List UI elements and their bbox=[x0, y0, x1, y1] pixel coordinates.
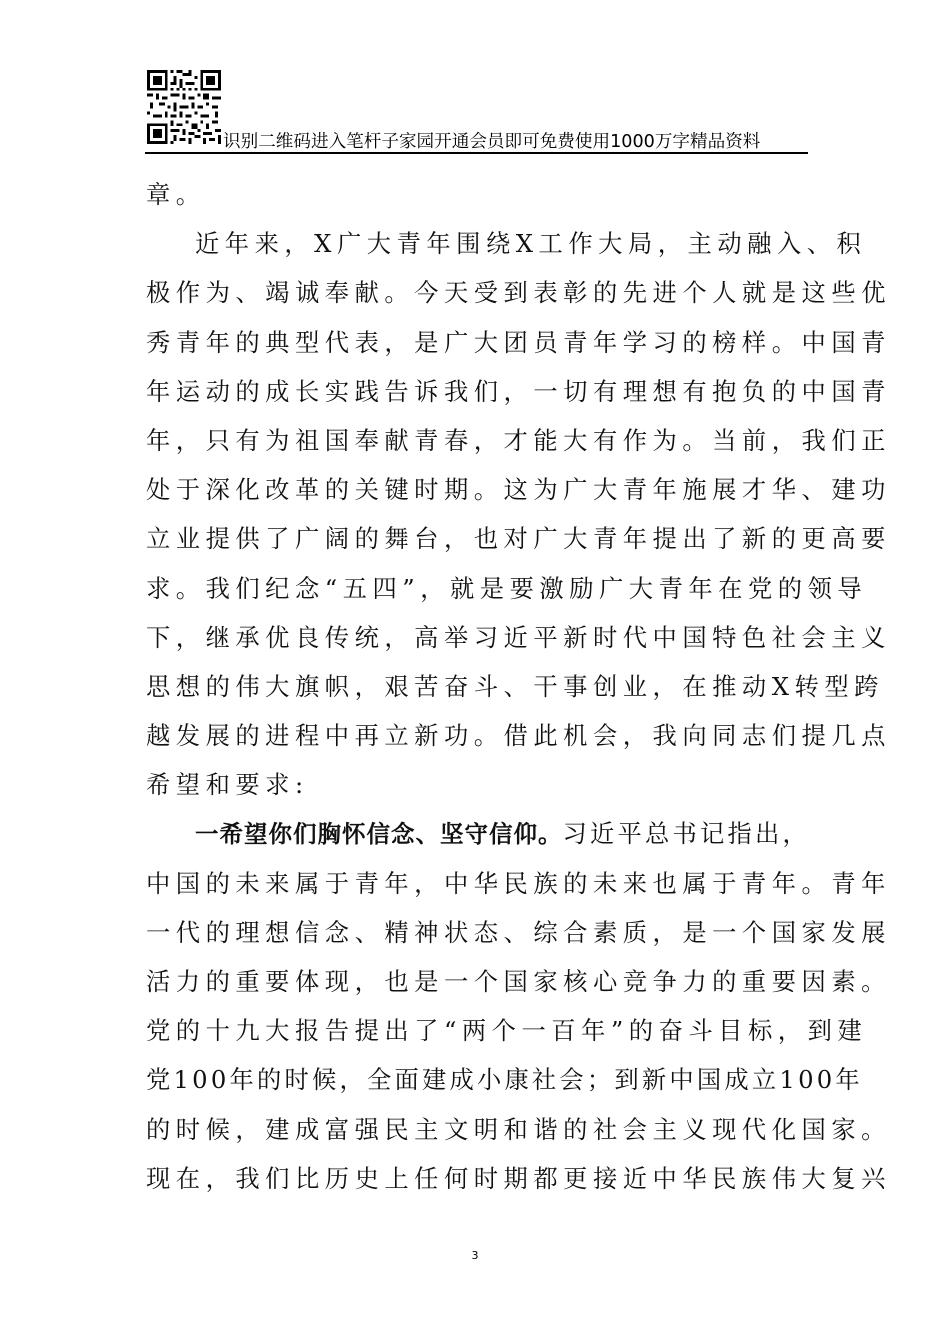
text-line: 现在，我们比历史上任何时期都更接近中华民族伟大复兴 bbox=[146, 1163, 891, 1193]
text-line: 处于深化改革的关键时期。这为广大青年施展才华、建功 bbox=[146, 475, 891, 505]
page-number: 3 bbox=[471, 1249, 479, 1262]
text-line: 极作为、竭诚奉献。今天受到表彰的先进个人就是这些优 bbox=[146, 278, 891, 308]
text-line: 一代的理想信念、精神状态、综合素质，是一个国家发展 bbox=[146, 917, 891, 947]
text-line: 秀青年的典型代表，是广大团员青年学习的榜样。中国青 bbox=[146, 327, 891, 357]
section-heading: 一希望你们胸怀信念、坚守信仰。 bbox=[195, 820, 563, 849]
text-line: 党100年的时候，全面建成小康社会；到新中国成立100年 bbox=[146, 1065, 863, 1095]
paragraph-start: 近年来，X广大青年围绕X工作大局，主动融入、积 bbox=[195, 229, 867, 259]
text-line: 的时候，建成富强民主文明和谐的社会主义现代化国家。 bbox=[146, 1114, 891, 1144]
text-line: 党的十九大报告提出了“两个一百年”的奋斗目标，到建 bbox=[146, 1016, 868, 1046]
text-line: 求。我们纪念“五四”，就是要激励广大青年在党的领导 bbox=[146, 573, 868, 603]
text-line: 章。 bbox=[146, 180, 206, 209]
text-line: 年运动的成长实践告诉我们，一切有理想有抱负的中国青 bbox=[146, 376, 891, 406]
text-line: 立业提供了广阔的舞台，也对广大青年提出了新的更高要 bbox=[146, 524, 891, 554]
page-header bbox=[145, 70, 805, 150]
text-line: 越发展的进程中再立新功。借此机会，我向同志们提几点 bbox=[146, 721, 891, 751]
text-line: 希望和要求: bbox=[146, 770, 309, 800]
text-line: 中国的未来属于青年，中华民族的未来也属于青年。青年 bbox=[146, 868, 891, 898]
text-line: 思想的伟大旗帜，艰苦奋斗、干事创业，在推动X转型跨 bbox=[146, 671, 884, 701]
header-divider bbox=[145, 152, 808, 154]
paragraph-start bbox=[146, 809, 816, 858]
document-body bbox=[146, 170, 891, 1203]
text-line: 活力的重要体现，也是一个国家核心竞争力的重要因素。 bbox=[146, 967, 891, 996]
text-line: 年，只有为祖国奉献青春，才能大有作为。当前，我们正 bbox=[146, 425, 891, 455]
header-notice: 识别二维码进入笔杆子家园开通会员即可免费使用1000万字精品资料 bbox=[223, 132, 761, 152]
heading-continuation: 习近平总书记指出， bbox=[562, 819, 810, 849]
text-line: 下，继承优良传统，高举习近平新时代中国特色社会主义 bbox=[146, 622, 891, 652]
qr-code-icon[interactable] bbox=[147, 70, 221, 144]
